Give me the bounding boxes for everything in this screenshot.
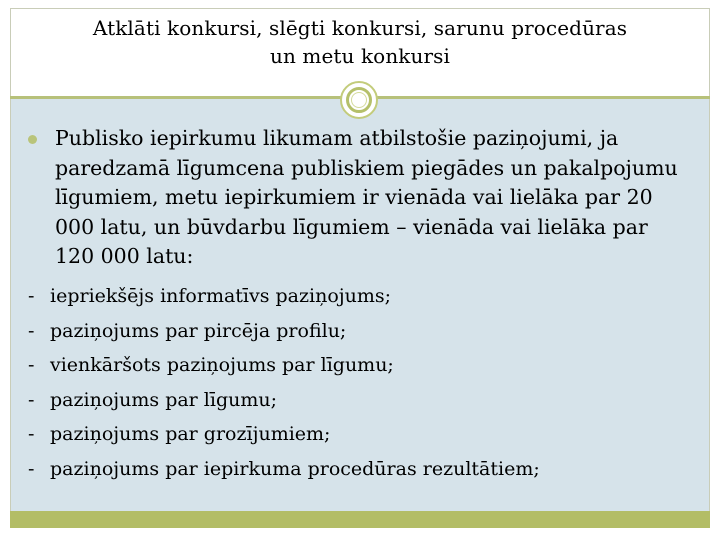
list-item <box>28 317 698 352</box>
list-item <box>28 420 698 455</box>
footer-bar <box>10 511 710 528</box>
list-item-text: paziņojums par iepirkuma procedūras rezultātiem; <box>50 457 540 480</box>
main-bullet-text: Publisko iepirkumu likumam atbilstošie paziņojumi, ja paredzamā līgumcena publiskiem piegādes un pakalpojumu līgumiem, metu iepirkumiem ir vienāda vai lielāka par 20 000 latu, un būvdarbu līgumiem – vienāda vai lielāka par 120 000 latu: <box>55 126 678 268</box>
notice-list <box>28 282 698 489</box>
dash-marker: - <box>28 319 35 342</box>
list-item-text: paziņojums par pircēja profilu; <box>50 319 347 342</box>
list-item-text: vienkāršots paziņojums par līgumu; <box>50 354 394 376</box>
slide-title-line2: un metu konkursi <box>269 44 451 68</box>
list-item-text: paziņojums par līgumu; <box>50 388 278 411</box>
list-item <box>28 351 698 386</box>
dash-marker: - <box>28 285 35 307</box>
list-item <box>28 282 698 317</box>
dash-marker: - <box>28 457 35 480</box>
main-bullet <box>28 124 692 272</box>
dash-marker: - <box>28 388 35 411</box>
bullet-dot-icon <box>28 135 37 144</box>
dash-marker: - <box>28 354 35 376</box>
list-item-text: iepriekšējs informatīvs paziņojums; <box>50 285 392 307</box>
list-item-text: paziņojums par grozījumiem; <box>50 423 331 445</box>
slide-title <box>10 14 710 70</box>
slide-title-line1: Atklāti konkursi, slēgti konkursi, sarunu procedūras <box>92 16 628 40</box>
ornament-inner-ring <box>351 92 367 108</box>
list-item <box>28 386 698 421</box>
list-item <box>28 455 698 490</box>
circle-ornament-icon <box>340 81 378 119</box>
dash-marker: - <box>28 423 35 445</box>
